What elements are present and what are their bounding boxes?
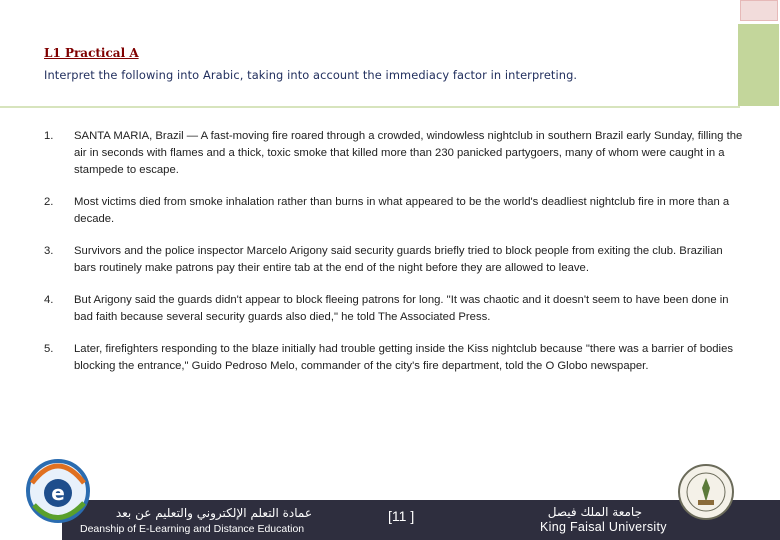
list-item (44, 341, 744, 375)
item-number: 5. (44, 343, 54, 355)
item-text: SANTA MARIA, Brazil — A fast-moving fire roared through a crowded, windowless nightclub in southern Brazil early Sunday, filling the air in seconds with flames and a thick, toxic smoke that killed more than 230 panicked partygoers, many of whom were caught in a stampede to escape. (74, 130, 743, 176)
page-title: L1 Practical A (44, 46, 139, 60)
item-number: 3. (44, 245, 54, 257)
deanship-english: Deanship of E-Learning and Distance Education (80, 523, 305, 535)
corner-decoration (738, 0, 780, 108)
list-item (44, 292, 744, 326)
list-item (44, 194, 744, 228)
instruction-text: Interpret the following into Arabic, taking into account the immediacy factor in interpreting. (44, 68, 578, 82)
list-item (44, 243, 744, 277)
list-item (44, 128, 744, 179)
university-seal-icon (676, 462, 736, 526)
exercise-list (44, 128, 744, 390)
university-english: King Faisal University (540, 520, 667, 534)
item-text: Survivors and the police inspector Marcelo Arigony said security guards briefly tried to block people from exiting the club. Brazilian bars routinely make patrons pay their entire tab at the end of the night before they are allowed to leave. (74, 245, 723, 274)
item-text: But Arigony said the guards didn't appear to block fleeing patrons for long. "It was chaotic and it doesn't seem to have been done in bad faith because several security guards also died," he told The Associated Press. (74, 294, 729, 323)
svg-text:e: e (51, 481, 65, 505)
item-number: 2. (44, 196, 54, 208)
page-number: [11 ] (388, 508, 415, 524)
item-text: Most victims died from smoke inhalation rather than burns in what appeared to be the world's deadliest nightclub fire in more than a decade. (74, 196, 730, 225)
deanship-arabic: عمادة التعلم الإلكتروني والتعليم عن بعد (115, 506, 312, 520)
item-number: 4. (44, 294, 54, 306)
item-text: Later, firefighters responding to the blaze initially had trouble getting inside the Kiss nightclub because "there was a barrier of bodies blocking the entrance," Guido Pedroso Melo, commander of the city's fire department, told the O Globo newspaper. (74, 343, 733, 372)
header-divider (0, 106, 740, 108)
decor-green-square (738, 24, 779, 106)
university-arabic: جامعة الملك فيصل (547, 505, 642, 519)
item-number: 1. (44, 130, 54, 142)
decor-pink-square (740, 0, 778, 21)
